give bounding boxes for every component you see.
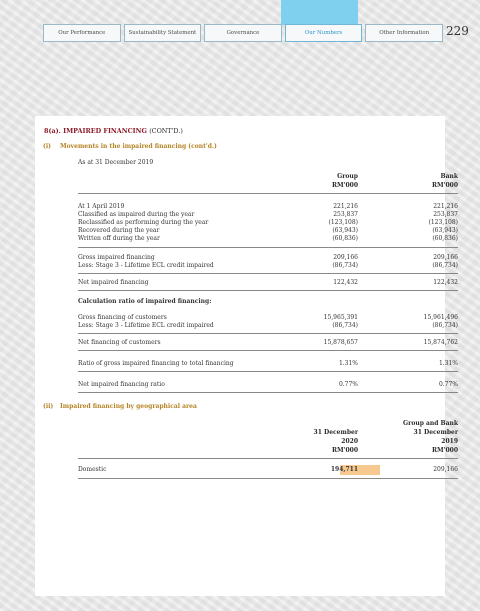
divider bbox=[78, 350, 458, 351]
divider bbox=[78, 247, 458, 248]
subsection-ii-number: (ii) bbox=[43, 403, 54, 410]
tab-our-numbers[interactable]: Our Numbers bbox=[285, 24, 363, 42]
row-label: Written off during the year bbox=[78, 235, 160, 242]
row-bank-value: (86,734) bbox=[432, 262, 458, 269]
col-head-2019: 31 December 2019 RM'000 bbox=[413, 429, 458, 454]
col-head-bank: Bank RM'000 bbox=[432, 173, 458, 189]
section-title bbox=[44, 127, 183, 135]
domestic-label: Domestic bbox=[78, 466, 107, 473]
row-group-value: (86,734) bbox=[332, 262, 358, 269]
row-group-value: 209,166 bbox=[333, 254, 358, 261]
col-head-2020: 31 December 2020 RM'000 bbox=[313, 429, 358, 454]
row-group-value: (86,734) bbox=[332, 322, 358, 329]
tab-sustainability-statement[interactable]: Sustainability Statement bbox=[124, 24, 202, 42]
section-heading: IMPAIRED FINANCING bbox=[63, 127, 147, 135]
net-impaired-group: 122,432 bbox=[333, 279, 358, 286]
subsection-ii-heading: Impaired financing by geographical area bbox=[60, 403, 197, 410]
row-label: Recovered during the year bbox=[78, 227, 160, 234]
ratio-gross-label: Ratio of gross impaired financing to total financing bbox=[78, 360, 234, 367]
tab-governance[interactable]: Governance bbox=[204, 24, 282, 42]
row-bank-value: (123,108) bbox=[428, 219, 458, 226]
row-label: Gross financing of customers bbox=[78, 314, 167, 321]
col-head-group: Group RM'000 bbox=[332, 173, 358, 189]
subsection-i-heading: Movements in the impaired financing (cont'd.) bbox=[60, 143, 217, 150]
content-sheet bbox=[35, 116, 445, 596]
ratio-gross-group: 1.31% bbox=[338, 360, 358, 367]
row-label: Less: Stage 3 - Lifetime ECL credit impaired bbox=[78, 262, 214, 269]
row-group-value: 221,216 bbox=[333, 203, 358, 210]
section-cont: (CONT'D.) bbox=[149, 127, 183, 135]
divider bbox=[78, 273, 458, 274]
net-financing-group: 15,878,657 bbox=[323, 339, 358, 346]
nav-active-strip bbox=[281, 0, 358, 25]
divider bbox=[78, 371, 458, 372]
row-group-value: 253,837 bbox=[333, 211, 358, 218]
subsection-i-number: (i) bbox=[43, 143, 51, 150]
row-label: Gross impaired financing bbox=[78, 254, 155, 261]
row-label: Classified as impaired during the year bbox=[78, 211, 195, 218]
row-group-value: 15,965,391 bbox=[323, 314, 358, 321]
domestic-2020: 194,711 bbox=[330, 466, 358, 473]
row-bank-value: 253,837 bbox=[433, 211, 458, 218]
subsection-ii-title bbox=[43, 403, 197, 410]
page-number: 229 bbox=[446, 24, 469, 38]
row-bank-value: 15,961,496 bbox=[423, 314, 458, 321]
divider bbox=[78, 392, 458, 393]
row-bank-value: (60,836) bbox=[432, 235, 458, 242]
net-financing-bank: 15,874,762 bbox=[423, 339, 458, 346]
col-head-group-and-bank: Group and Bank bbox=[403, 420, 458, 427]
tab-other-information[interactable]: Other Information bbox=[365, 24, 443, 42]
divider bbox=[78, 478, 458, 479]
row-label: At 1 April 2019 bbox=[78, 203, 125, 210]
tab-our-performance[interactable]: Our Performance bbox=[43, 24, 121, 42]
net-impaired-label: Net impaired financing bbox=[78, 279, 149, 286]
top-nav bbox=[43, 24, 443, 42]
row-bank-value: 221,216 bbox=[433, 203, 458, 210]
row-group-value: (63,943) bbox=[332, 227, 358, 234]
ratio-net-group: 0.77% bbox=[338, 381, 358, 388]
section-number: 8(a). bbox=[44, 127, 61, 135]
ratio-net-label: Net impaired financing ratio bbox=[78, 381, 165, 388]
row-bank-value: (86,734) bbox=[432, 322, 458, 329]
row-bank-value: (63,943) bbox=[432, 227, 458, 234]
subsection-i-title bbox=[43, 143, 217, 150]
row-group-value: (60,836) bbox=[332, 235, 358, 242]
calc-title: Calculation ratio of impaired financing: bbox=[78, 298, 212, 305]
domestic-2019: 209,166 bbox=[433, 466, 458, 473]
as-at-date: As at 31 December 2019 bbox=[78, 159, 154, 166]
ratio-gross-bank: 1.31% bbox=[438, 360, 458, 367]
net-financing-label: Net financing of customers bbox=[78, 339, 161, 346]
divider bbox=[78, 290, 458, 291]
divider bbox=[78, 193, 458, 194]
net-impaired-bank: 122,432 bbox=[433, 279, 458, 286]
row-group-value: (123,108) bbox=[328, 219, 358, 226]
divider bbox=[78, 333, 458, 334]
divider bbox=[78, 458, 458, 459]
row-label: Reclassified as performing during the year bbox=[78, 219, 209, 226]
ratio-net-bank: 0.77% bbox=[438, 381, 458, 388]
row-bank-value: 209,166 bbox=[433, 254, 458, 261]
row-label: Less: Stage 3 - Lifetime ECL credit impaired bbox=[78, 322, 214, 329]
